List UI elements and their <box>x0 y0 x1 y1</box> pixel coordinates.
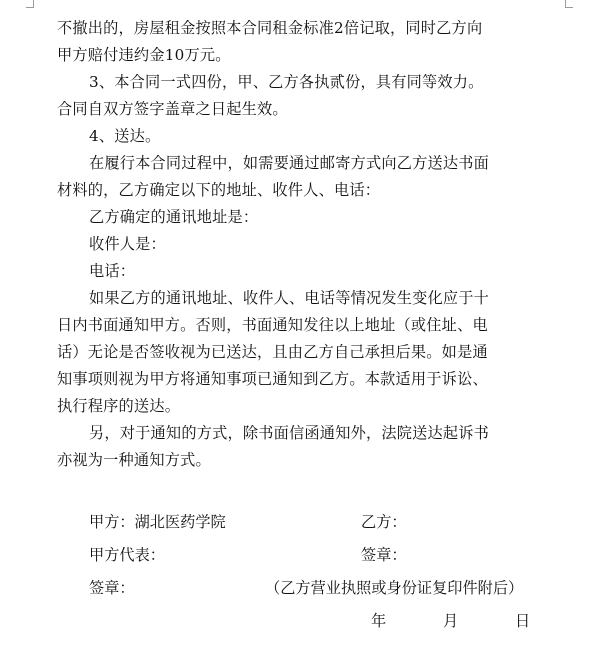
party-a-name: 甲方：湖北医药学院 <box>89 513 226 531</box>
paragraph-line: 电话： <box>89 262 136 280</box>
paragraph-line: 3、本合同一式四份，甲、乙方各执贰份，具有同等效力。 <box>89 73 484 91</box>
date-month-label: 月 <box>443 612 459 630</box>
margin-corner-mark <box>565 0 573 8</box>
party-a-seal-label: 签章： <box>89 579 135 597</box>
paragraph-line: 日内书面通知甲方。否则，书面通知发往以上地址（或住址、电 <box>57 316 488 334</box>
date-year-label: 年 <box>371 612 387 630</box>
paragraph-line: 知事项则视为甲方将通知事项已通知到乙方。本款适用于诉讼、 <box>57 370 488 388</box>
paragraph-line: 在履行本合同过程中，如需要通过邮寄方式向乙方送达书面 <box>89 154 490 172</box>
margin-corner-mark <box>26 0 34 8</box>
paragraph-line: 执行程序的送达。 <box>57 397 181 415</box>
paragraph-line: 亦视为一种通知方式。 <box>57 451 211 469</box>
paragraph-line: 话）无论是否签收视为已送达，且由乙方自己承担后果。如是通 <box>57 343 488 361</box>
party-b-label: 乙方： <box>361 513 407 531</box>
attachment-note: （乙方营业执照或身份证复印件附后） <box>265 579 524 597</box>
paragraph-line: 另，对于通知的方式，除书面信函通知外，法院送达起诉书 <box>89 424 490 442</box>
paragraph-line: 如果乙方的通讯地址、收件人、电话等情况发生变化应于十 <box>89 289 490 307</box>
paragraph-line: 合同自双方签字盖章之日起生效。 <box>57 100 288 118</box>
party-b-seal-label: 签章： <box>361 546 407 564</box>
date-day-label: 日 <box>515 612 531 630</box>
paragraph-line: 材料的，乙方确定以下的地址、收件人、电话： <box>57 181 381 199</box>
paragraph-line: 乙方确定的通讯地址是： <box>89 208 259 226</box>
paragraph-line: 不撤出的，房屋租金按照本合同租金标准2倍记取，同时乙方向 <box>57 19 483 37</box>
party-a-rep-label: 甲方代表： <box>89 546 165 564</box>
paragraph-line: 4、送达。 <box>89 127 161 145</box>
paragraph-line: 收件人是： <box>89 235 166 253</box>
paragraph-line: 甲方赔付违约金10万元。 <box>57 46 231 64</box>
